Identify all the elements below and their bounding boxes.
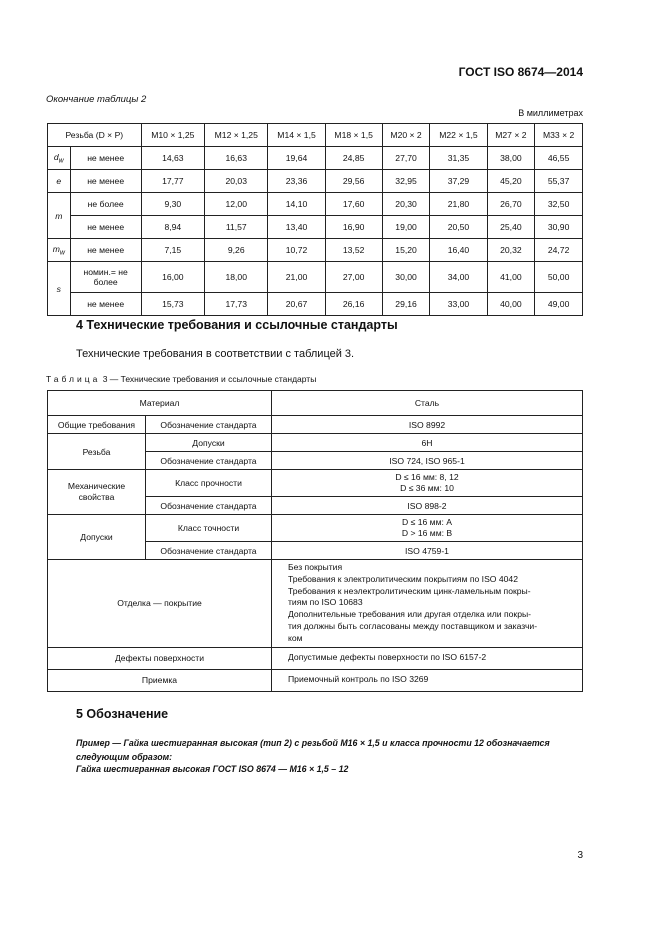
table2-cell: 13,52 xyxy=(325,239,382,262)
table2-cell: 45,20 xyxy=(487,170,535,193)
table2-cell: 16,00 xyxy=(141,262,204,293)
mech-std-value: ISO 898-2 xyxy=(272,497,583,515)
table2-cell: 7,15 xyxy=(141,239,204,262)
table3-row xyxy=(48,560,583,648)
table2-cell: 26,16 xyxy=(325,293,382,316)
table3-caption xyxy=(46,374,316,384)
table2-cell: 29,16 xyxy=(382,293,430,316)
general-label: Общие требования xyxy=(48,416,146,434)
table2-cell: 20,32 xyxy=(487,239,535,262)
table2-row xyxy=(48,193,583,216)
finish-line: Требования к электролитическим покрытиям по ISO 4042 xyxy=(288,573,518,584)
table2-cell: 13,40 xyxy=(268,216,325,239)
table2-row-label: не менее xyxy=(70,147,141,170)
table2-cell: 27,70 xyxy=(382,147,430,170)
table2-cell: 16,40 xyxy=(430,239,487,262)
table2-cell: 18,00 xyxy=(205,262,268,293)
table2-cell: 41,00 xyxy=(487,262,535,293)
finish-line: ком xyxy=(288,632,303,643)
table3-row xyxy=(48,470,583,497)
finish-line: Дополнительные требования или другая отделка или покры- xyxy=(288,609,532,620)
table2-row xyxy=(48,239,583,262)
thread-std-label: Обозначение стандарта xyxy=(146,452,272,470)
acceptance-value: Приемочный контроль по ISO 3269 xyxy=(272,669,583,691)
table2-row xyxy=(48,216,583,239)
table2-cell: 17,77 xyxy=(141,170,204,193)
table2-col: M20 × 2 xyxy=(382,124,430,147)
finish-value xyxy=(272,560,583,648)
table2-cell: 29,56 xyxy=(325,170,382,193)
table2-cell: 19,64 xyxy=(268,147,325,170)
table2-units: В миллиметрах xyxy=(518,108,583,118)
table2-symbol: s xyxy=(48,262,71,316)
table3-row xyxy=(48,434,583,452)
tolerances-std-value: ISO 4759-1 xyxy=(272,542,583,560)
table2-cell: 15,73 xyxy=(141,293,204,316)
table2-cell: 20,03 xyxy=(205,170,268,193)
thread-label: Резьба xyxy=(48,434,146,470)
mech-class-line: D ≤ 16 мм: 8, 12 xyxy=(395,472,459,482)
page-number: 3 xyxy=(577,850,583,861)
table2-cell: 20,50 xyxy=(430,216,487,239)
table2-cell: 9,26 xyxy=(205,239,268,262)
general-sub: Обозначение стандарта xyxy=(146,416,272,434)
table2-cell: 49,00 xyxy=(535,293,583,316)
tolerances-class-label: Класс точности xyxy=(146,515,272,542)
table2-cell: 31,35 xyxy=(430,147,487,170)
table2-cell: 30,90 xyxy=(535,216,583,239)
table2-cell: 21,80 xyxy=(430,193,487,216)
tolerances-label: Допуски xyxy=(48,515,146,560)
table2-row xyxy=(48,147,583,170)
table2-col: M27 × 2 xyxy=(487,124,535,147)
section4-paragraph: Технические требования в соответствии с таблицей 3. xyxy=(76,348,355,360)
table2-cell: 33,00 xyxy=(430,293,487,316)
table2-symbol: m xyxy=(48,193,71,239)
table2 xyxy=(47,123,583,316)
general-value: ISO 8992 xyxy=(272,416,583,434)
table2-cell: 26,70 xyxy=(487,193,535,216)
table3-row xyxy=(48,416,583,434)
table2-cell: 40,00 xyxy=(487,293,535,316)
table2-cell: 16,63 xyxy=(205,147,268,170)
table2-symbol: $m_w$ xyxy=(48,239,71,262)
table2-row xyxy=(48,262,583,293)
mech-class-value xyxy=(272,470,583,497)
defects-label: Дефекты поверхности xyxy=(48,647,272,669)
table2-cell: 24,72 xyxy=(535,239,583,262)
table2-row xyxy=(48,293,583,316)
table2-row-label: не менее xyxy=(70,293,141,316)
thread-tol-value: 6H xyxy=(272,434,583,452)
table2-cell: 12,00 xyxy=(205,193,268,216)
table2-header-row xyxy=(48,124,583,147)
table3-caption-rest: 3 — Технические требования и ссылочные стандарты xyxy=(102,374,317,384)
tolerances-class-line: D ≤ 16 мм: A xyxy=(402,517,452,527)
designation-text: Гайка шестигранная высокая ГОСТ ISO 8674 — М16 × 1,5 – 12 xyxy=(76,764,349,774)
section5-heading: 5 Обозначение xyxy=(76,707,169,721)
table2-symbol: $d_w$ xyxy=(48,147,71,170)
table3-row xyxy=(48,669,583,691)
table3-row xyxy=(48,515,583,542)
tolerances-std-label: Обозначение стандарта xyxy=(146,542,272,560)
table2-col: M33 × 2 xyxy=(535,124,583,147)
section4-heading: 4 Технические требования и ссылочные стандарты xyxy=(76,318,398,332)
table2-row-label: не менее xyxy=(70,216,141,239)
finish-line: Без покрытия xyxy=(288,562,343,572)
table2-cell: 27,00 xyxy=(325,262,382,293)
table2-cell: 32,50 xyxy=(535,193,583,216)
table2-row-label: не менее xyxy=(70,239,141,262)
table2-cell: 20,67 xyxy=(268,293,325,316)
acceptance-label: Приемка xyxy=(48,669,272,691)
table2-cell: 23,36 xyxy=(268,170,325,193)
finish-label: Отделка — покрытие xyxy=(48,560,272,648)
mech-label: Механические свойства xyxy=(48,470,146,515)
finish-line: тия должны быть согласованы между поставщиком и заказчи- xyxy=(288,620,538,631)
table2-col: M12 × 1,25 xyxy=(205,124,268,147)
tolerances-class-value xyxy=(272,515,583,542)
table3 xyxy=(47,390,583,692)
table2-cell: 11,57 xyxy=(205,216,268,239)
table2-cell: 37,29 xyxy=(430,170,487,193)
table2-cell: 32,95 xyxy=(382,170,430,193)
table3-col-steel: Сталь xyxy=(272,391,583,416)
defects-value: Допустимые дефекты поверхности по ISO 6157-2 xyxy=(272,647,583,669)
table2-cell: 17,60 xyxy=(325,193,382,216)
table2-cell: 16,90 xyxy=(325,216,382,239)
thread-tol-label: Допуски xyxy=(146,434,272,452)
table2-cell: 34,00 xyxy=(430,262,487,293)
table2-cell: 46,55 xyxy=(535,147,583,170)
table2-row xyxy=(48,170,583,193)
table2-cell: 38,00 xyxy=(487,147,535,170)
table2-col: M22 × 1,5 xyxy=(430,124,487,147)
table3-col-material: Материал xyxy=(48,391,272,416)
standard-code: ГОСТ ISO 8674—2014 xyxy=(458,65,583,79)
table3-caption-word: Таблица xyxy=(46,374,101,384)
table2-thread-header: Резьба (D × P) xyxy=(48,124,142,147)
table2-symbol: e xyxy=(48,170,71,193)
table2-cell: 14,10 xyxy=(268,193,325,216)
table2-cell: 9,30 xyxy=(141,193,204,216)
thread-std-value: ISO 724, ISO 965-1 xyxy=(272,452,583,470)
table2-cell: 21,00 xyxy=(268,262,325,293)
table2-row-label: не более xyxy=(70,193,141,216)
finish-line: Требования к неэлектролитическим цинк-ламельным покры- xyxy=(288,585,531,596)
table2-row-label: не менее xyxy=(70,170,141,193)
table3-header-row xyxy=(48,391,583,416)
mech-class-line: D ≤ 36 мм: 10 xyxy=(400,483,454,493)
table2-cell: 10,72 xyxy=(268,239,325,262)
mech-class-label: Класс прочности xyxy=(146,470,272,497)
table2-col: M10 × 1,25 xyxy=(141,124,204,147)
table2-cell: 55,37 xyxy=(535,170,583,193)
table2-cell: 19,00 xyxy=(382,216,430,239)
table2-cell: 15,20 xyxy=(382,239,430,262)
table2-cell: 30,00 xyxy=(382,262,430,293)
table2-cell: 8,94 xyxy=(141,216,204,239)
table2-cell: 50,00 xyxy=(535,262,583,293)
mech-std-label: Обозначение стандарта xyxy=(146,497,272,515)
table2-cell: 25,40 xyxy=(487,216,535,239)
table2-continuation: Окончание таблицы 2 xyxy=(46,94,147,105)
table2-cell: 17,73 xyxy=(205,293,268,316)
table2-row-label: номин.= не более xyxy=(70,262,141,293)
tolerances-class-line: D > 16 мм: B xyxy=(401,528,453,538)
table2-cell: 24,85 xyxy=(325,147,382,170)
table3-row xyxy=(48,647,583,669)
table2-col: M18 × 1,5 xyxy=(325,124,382,147)
table2-col: M14 × 1,5 xyxy=(268,124,325,147)
designation-example: Пример — Гайка шестигранная высокая (тип 2) с резьбой М16 × 1,5 и класса прочности 12 обозначается следующим образом: xyxy=(76,738,550,762)
table2-cell: 14,63 xyxy=(141,147,204,170)
table2-cell: 20,30 xyxy=(382,193,430,216)
finish-line: тиям по ISO 10683 xyxy=(288,597,363,608)
